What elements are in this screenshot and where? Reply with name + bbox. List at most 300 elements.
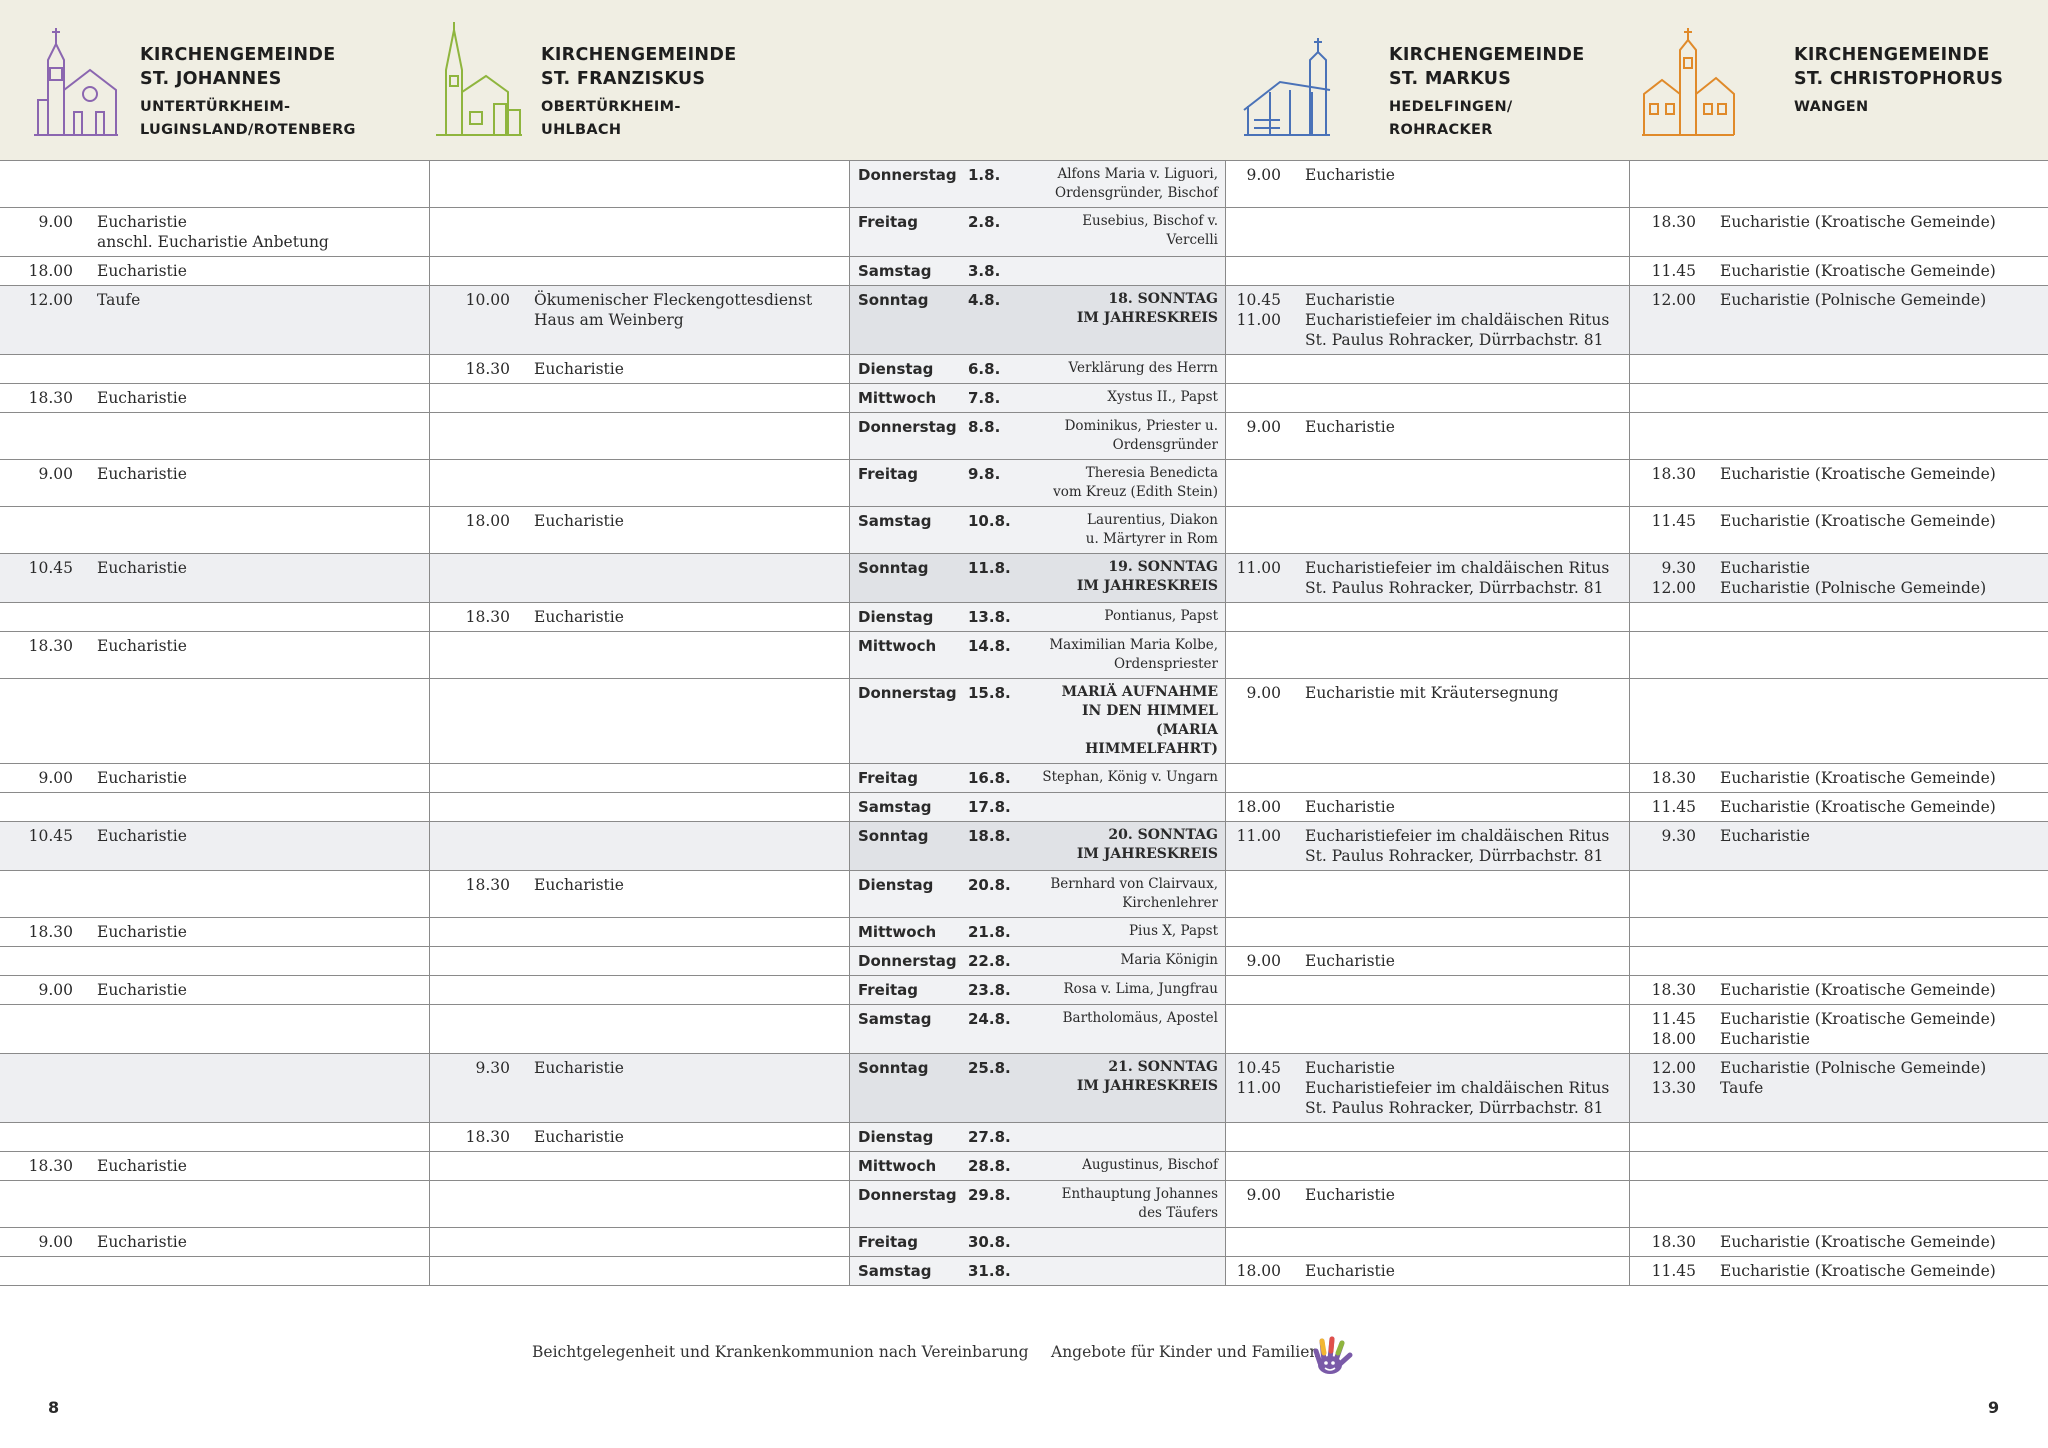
feast-note <box>1038 1127 1218 1147</box>
parish-title: KIRCHENGEMEINDE <box>140 45 336 65</box>
service-texts <box>73 558 187 578</box>
service-entry <box>1630 1054 2048 1102</box>
feast-note: Pontianus, Papst <box>1104 608 1218 624</box>
service-entry <box>430 507 849 535</box>
parish-cell <box>430 1257 850 1286</box>
feast-note <box>1038 797 1218 817</box>
table-row <box>0 632 2048 679</box>
service-time: 18.30 <box>1651 1233 1696 1251</box>
page-number-left: 8 <box>48 1398 60 1417</box>
service-texts <box>73 464 187 484</box>
service-time: 10.00 <box>465 291 510 309</box>
parish-cell <box>1630 918 2048 947</box>
parish-cell <box>430 507 850 554</box>
service-time: 9.30 <box>1661 827 1696 845</box>
weekday: Sonntag <box>858 559 929 577</box>
service-texts <box>1281 1185 1395 1205</box>
service-texts <box>510 875 624 895</box>
parish-cell <box>1226 603 1630 632</box>
day-info <box>850 1257 1225 1285</box>
parish-cell <box>1630 822 2048 871</box>
service-time: 11.45 <box>1651 262 1696 280</box>
service-time: 18.30 <box>465 608 510 626</box>
day-cell <box>850 257 1226 286</box>
parish-cell <box>1630 286 2048 355</box>
day-cell <box>850 355 1226 384</box>
service-texts <box>1281 826 1609 866</box>
service-text: Eucharistiefeier im chaldäischen Ritus <box>1305 311 1610 329</box>
day-info <box>850 384 1225 412</box>
service-entry <box>430 286 849 334</box>
parish-cell <box>430 257 850 286</box>
service-texts <box>73 922 187 942</box>
parish-cell <box>0 679 430 764</box>
service-time: 18.30 <box>28 923 73 941</box>
parish-cell <box>430 918 850 947</box>
parish-cell <box>1226 208 1630 257</box>
table-row <box>0 384 2048 413</box>
service-entry <box>1630 822 2048 850</box>
parish-area: HEDELFINGEN/ <box>1389 99 1513 115</box>
day-cell <box>850 554 1226 603</box>
service-text: Eucharistie <box>1305 166 1395 184</box>
parish-cell <box>1226 1054 1630 1123</box>
service-times <box>430 875 510 895</box>
date: 21.8. <box>968 923 1011 941</box>
day-info <box>850 257 1225 285</box>
feast-note <box>1038 261 1218 281</box>
feast-note: 18. SONNTAG IM JAHRESKREIS <box>1076 291 1218 326</box>
day-info <box>850 603 1225 631</box>
parish-area-2: LUGINSLAND/ROTENBERG <box>140 122 356 138</box>
service-text: Eucharistie <box>1305 1186 1395 1204</box>
service-entry <box>0 1152 429 1180</box>
service-entry <box>0 384 429 412</box>
parish-cell <box>1226 161 1630 208</box>
service-times <box>430 290 510 330</box>
service-time: 12.00 <box>1651 1059 1696 1077</box>
parish-cell <box>1630 1005 2048 1054</box>
day-cell <box>850 793 1226 822</box>
parish-cell <box>1226 793 1630 822</box>
table-row <box>0 161 2048 208</box>
day-info <box>850 554 1225 600</box>
weekday: Samstag <box>858 798 932 816</box>
parish-cell <box>1630 554 2048 603</box>
parish-cell <box>1226 976 1630 1005</box>
parish-cell <box>0 161 430 208</box>
parish-cell <box>0 976 430 1005</box>
weekday: Sonntag <box>858 827 929 845</box>
parish-cell <box>1226 1152 1630 1181</box>
service-text: Eucharistie <box>534 1059 624 1077</box>
weekday: Dienstag <box>858 876 934 894</box>
service-text: Eucharistie <box>534 512 624 530</box>
day-info <box>850 1181 1225 1227</box>
church-markus-icon <box>1240 20 1332 140</box>
service-time: 18.30 <box>465 360 510 378</box>
service-text: Eucharistie <box>97 769 187 787</box>
service-text: Eucharistie <box>534 1128 624 1146</box>
parish-cell <box>1226 918 1630 947</box>
parish-cell <box>1630 161 2048 208</box>
weekday: Samstag <box>858 262 932 280</box>
service-entry <box>1630 460 2048 488</box>
service-entry <box>1630 257 2048 285</box>
parish-cell <box>1630 632 2048 679</box>
parish-cell <box>0 793 430 822</box>
service-times <box>1226 1185 1281 1205</box>
service-times <box>430 359 510 379</box>
table-row <box>0 257 2048 286</box>
parish-area: WANGEN <box>1794 99 1869 115</box>
parish-cell <box>430 1152 850 1181</box>
service-times <box>0 1156 73 1176</box>
service-time: 11.00 <box>1236 827 1281 845</box>
parish-cell <box>0 355 430 384</box>
service-time: 18.30 <box>465 876 510 894</box>
service-time: 9.00 <box>1246 418 1281 436</box>
weekday: Sonntag <box>858 1059 929 1077</box>
date: 10.8. <box>968 512 1011 530</box>
date: 18.8. <box>968 827 1011 845</box>
service-time: 10.45 <box>1236 291 1281 309</box>
parish-cell <box>1630 1123 2048 1152</box>
day-cell <box>850 1054 1226 1123</box>
parish-cell <box>1630 1257 2048 1286</box>
service-time: 18.00 <box>465 512 510 530</box>
service-texts <box>510 359 624 379</box>
service-time: 11.00 <box>1236 311 1281 329</box>
day-cell <box>850 947 1226 976</box>
weekday: Mittwoch <box>858 923 937 941</box>
feast-note: Augustinus, Bischof <box>1082 1157 1218 1173</box>
weekday: Donnerstag <box>858 1186 957 1204</box>
service-text: Eucharistie (Kroatische Gemeinde) <box>1720 769 1996 787</box>
parish-cell <box>0 1181 430 1228</box>
service-text: St. Paulus Rohracker, Dürrbachstr. 81 <box>1305 579 1604 597</box>
parish-christophorus <box>1636 0 2048 160</box>
feast-note: Laurentius, Diakon u. Märtyrer in Rom <box>1085 512 1218 547</box>
service-times <box>1226 558 1281 598</box>
service-entry <box>0 976 429 1004</box>
table-row <box>0 1054 2048 1123</box>
service-texts <box>73 1156 187 1176</box>
service-texts <box>1696 980 1996 1000</box>
service-entry <box>1226 286 1629 354</box>
service-text: Eucharistie (Kroatische Gemeinde) <box>1720 213 1996 231</box>
table-row <box>0 822 2048 871</box>
service-text: Haus am Weinberg <box>534 311 684 329</box>
parish-cell <box>1226 1181 1630 1228</box>
parish-cell <box>1630 384 2048 413</box>
service-entry <box>1630 793 2048 821</box>
service-texts <box>1281 290 1609 350</box>
date: 25.8. <box>968 1059 1011 1077</box>
service-text: Eucharistie <box>1720 827 1810 845</box>
parish-cell <box>430 793 850 822</box>
feast-note: Alfons Maria v. Liguori, Ordensgründer, Bischof <box>1055 166 1218 201</box>
parish-cell <box>0 1152 430 1181</box>
service-entry <box>1226 1181 1629 1209</box>
parish-cell <box>1226 764 1630 793</box>
day-cell <box>850 1152 1226 1181</box>
weekday: Dienstag <box>858 608 934 626</box>
parish-cell <box>1226 679 1630 764</box>
service-times <box>1226 417 1281 437</box>
date: 8.8. <box>968 418 1001 436</box>
service-entry <box>430 1054 849 1082</box>
service-entry <box>0 1228 429 1256</box>
parish-cell <box>430 161 850 208</box>
service-text: Eucharistie (Kroatische Gemeinde) <box>1720 1010 1996 1028</box>
service-times <box>1630 768 1696 788</box>
parish-area: UNTERTÜRKHEIM- <box>140 99 291 115</box>
service-text: Eucharistie (Kroatische Gemeinde) <box>1720 798 1996 816</box>
service-times <box>1630 1058 1696 1098</box>
service-texts <box>1696 212 1996 232</box>
service-time: 9.00 <box>38 769 73 787</box>
service-time: 11.45 <box>1651 798 1696 816</box>
day-cell <box>850 976 1226 1005</box>
parish-cell <box>1630 1054 2048 1123</box>
day-cell <box>850 507 1226 554</box>
date: 16.8. <box>968 769 1011 787</box>
service-texts <box>510 1127 624 1147</box>
service-text: Eucharistie mit Kräutersegnung <box>1305 684 1559 702</box>
service-text: Eucharistie <box>97 637 187 655</box>
service-times <box>1630 290 1696 310</box>
service-times <box>1630 1009 1696 1049</box>
service-text: Taufe <box>1720 1079 1764 1097</box>
day-info <box>850 1054 1225 1100</box>
parish-cell <box>430 632 850 679</box>
service-entry <box>1630 554 2048 602</box>
service-text: Eucharistie <box>1305 798 1395 816</box>
parish-title: KIRCHENGEMEINDE <box>1794 45 1990 65</box>
service-texts <box>510 1058 624 1078</box>
service-texts <box>1696 1058 1986 1098</box>
service-text: Eucharistie <box>97 559 187 577</box>
service-times <box>0 826 73 846</box>
parish-cell <box>1226 822 1630 871</box>
table-row <box>0 1228 2048 1257</box>
service-text: Eucharistie (Kroatische Gemeinde) <box>1720 1262 1996 1280</box>
service-times <box>0 558 73 578</box>
parish-cell <box>1226 947 1630 976</box>
parish-name: ST. JOHANNES <box>140 69 282 89</box>
weekday: Samstag <box>858 1262 932 1280</box>
parish-cell <box>1630 208 2048 257</box>
parish-cell <box>0 507 430 554</box>
parish-cell <box>430 603 850 632</box>
service-time: 18.30 <box>465 1128 510 1146</box>
parish-cell <box>1630 1228 2048 1257</box>
service-text: Eucharistie <box>1305 952 1395 970</box>
feast-note: Pius X, Papst <box>1128 923 1218 939</box>
table-row <box>0 554 2048 603</box>
parish-cell <box>0 918 430 947</box>
service-times <box>0 1232 73 1252</box>
parish-cell <box>1630 257 2048 286</box>
service-text: Eucharistie <box>97 981 187 999</box>
parish-cell <box>0 603 430 632</box>
parish-cell <box>0 1257 430 1286</box>
day-cell <box>850 286 1226 355</box>
day-info <box>850 793 1225 821</box>
service-texts <box>73 388 187 408</box>
date: 13.8. <box>968 608 1011 626</box>
service-time: 9.00 <box>38 981 73 999</box>
day-cell <box>850 871 1226 918</box>
service-texts <box>73 980 187 1000</box>
service-texts <box>73 261 187 281</box>
service-time: 18.00 <box>1236 798 1281 816</box>
service-time: 9.00 <box>1246 166 1281 184</box>
date: 30.8. <box>968 1233 1011 1251</box>
service-texts <box>73 290 140 310</box>
day-info <box>850 1152 1225 1180</box>
service-times <box>1226 165 1281 185</box>
service-entry <box>1226 161 1629 189</box>
day-cell <box>850 1005 1226 1054</box>
day-info <box>850 976 1225 1004</box>
service-text: Eucharistie (Kroatische Gemeinde) <box>1720 512 1996 530</box>
parish-cell <box>0 1123 430 1152</box>
date: 17.8. <box>968 798 1011 816</box>
day-cell <box>850 460 1226 507</box>
service-entry <box>0 208 429 256</box>
parish-name: ST. FRANZISKUS <box>541 69 706 89</box>
service-text: Eucharistie <box>1305 291 1395 309</box>
feast-note: 20. SONNTAG IM JAHRESKREIS <box>1076 827 1218 862</box>
parish-cell <box>430 1054 850 1123</box>
day-info <box>850 413 1225 459</box>
service-entry <box>0 554 429 582</box>
day-info <box>850 947 1225 975</box>
service-times <box>0 290 73 310</box>
feast-note: Eusebius, Bischof v. Vercelli <box>1082 213 1218 248</box>
day-info <box>850 1123 1225 1151</box>
service-entry <box>430 355 849 383</box>
parish-cell <box>430 208 850 257</box>
service-times <box>0 464 73 484</box>
service-entry <box>0 460 429 488</box>
parish-cell <box>430 460 850 507</box>
feast-note <box>1038 1232 1218 1252</box>
day-cell <box>850 822 1226 871</box>
parish-cell <box>1630 947 2048 976</box>
service-texts <box>1281 683 1559 703</box>
service-times <box>0 768 73 788</box>
parish-cell <box>0 384 430 413</box>
service-text: Eucharistie <box>534 608 624 626</box>
service-entry <box>0 286 429 314</box>
parish-cell <box>0 1005 430 1054</box>
service-time: 11.45 <box>1651 512 1696 530</box>
service-text: St. Paulus Rohracker, Dürrbachstr. 81 <box>1305 847 1604 865</box>
parish-cell <box>430 355 850 384</box>
parish-markus <box>1240 0 1620 160</box>
service-texts <box>73 212 329 252</box>
service-time: 9.00 <box>1246 1186 1281 1204</box>
date: 3.8. <box>968 262 1001 280</box>
weekday: Mittwoch <box>858 637 937 655</box>
day-info <box>850 679 1225 763</box>
service-entry <box>1226 1054 1629 1122</box>
service-texts <box>1281 1261 1395 1281</box>
day-cell <box>850 764 1226 793</box>
service-entry <box>430 603 849 631</box>
page-number-right: 9 <box>1988 1398 2000 1417</box>
date: 1.8. <box>968 166 1001 184</box>
service-times <box>1226 1261 1281 1281</box>
table-row <box>0 1181 2048 1228</box>
parish-cell <box>0 822 430 871</box>
table-row <box>0 1257 2048 1286</box>
table-row <box>0 793 2048 822</box>
table-row <box>0 413 2048 460</box>
service-entry <box>0 764 429 792</box>
service-time: 12.00 <box>28 291 73 309</box>
table-row <box>0 286 2048 355</box>
service-text: Eucharistie <box>97 262 187 280</box>
weekday: Donnerstag <box>858 418 957 436</box>
feast-note: Maria Königin <box>1120 952 1218 968</box>
church-franziskus-icon <box>434 20 524 140</box>
parish-cell <box>0 413 430 460</box>
service-time: 11.45 <box>1651 1010 1696 1028</box>
confession-note: Beichtgelegenheit und Krankenkommunion nach Vereinbarung <box>532 1343 1029 1361</box>
date: 28.8. <box>968 1157 1011 1175</box>
weekday: Freitag <box>858 213 919 231</box>
service-texts <box>1281 951 1395 971</box>
service-text: Eucharistie (Kroatische Gemeinde) <box>1720 1233 1996 1251</box>
date: 23.8. <box>968 981 1011 999</box>
parish-area-2: ROHRACKER <box>1389 122 1493 138</box>
service-time: 10.45 <box>1236 1059 1281 1077</box>
parish-cell <box>1630 976 2048 1005</box>
parish-name: ST. CHRISTOPHORUS <box>1794 69 2004 89</box>
service-texts <box>1696 290 1986 310</box>
parish-cell <box>430 764 850 793</box>
service-times <box>0 212 73 252</box>
service-texts <box>1696 511 1996 531</box>
parish-cell <box>0 1228 430 1257</box>
day-cell <box>850 1123 1226 1152</box>
service-times <box>0 980 73 1000</box>
parish-cell <box>0 764 430 793</box>
parish-cell <box>1226 384 1630 413</box>
parish-cell <box>1226 507 1630 554</box>
service-texts <box>1696 768 1996 788</box>
date: 31.8. <box>968 1262 1011 1280</box>
parish-cell <box>1630 871 2048 918</box>
service-texts <box>510 607 624 627</box>
date: 27.8. <box>968 1128 1011 1146</box>
feast-note: Bartholomäus, Apostel <box>1062 1010 1218 1026</box>
service-text: Eucharistiefeier im chaldäischen Ritus <box>1305 559 1610 577</box>
weekday: Freitag <box>858 1233 919 1251</box>
parish-cell <box>1226 871 1630 918</box>
service-texts <box>510 511 624 531</box>
table-row <box>0 507 2048 554</box>
service-entry <box>1630 764 2048 792</box>
weekday: Dienstag <box>858 1128 934 1146</box>
service-entry <box>1630 208 2048 236</box>
table-row <box>0 603 2048 632</box>
service-entry <box>1630 1228 2048 1256</box>
